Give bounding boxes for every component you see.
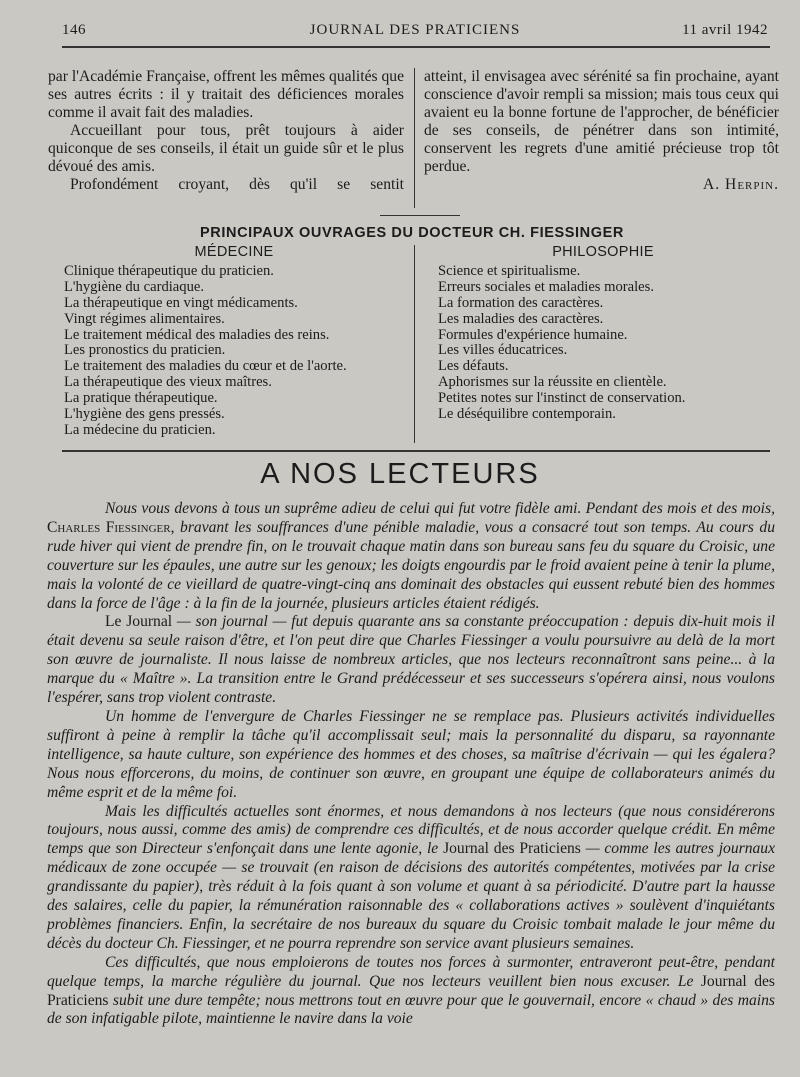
work-title-item: Formules d'expérience humaine.: [438, 326, 628, 343]
notice-paragraph: Le Journal — son journal — fut depuis quarante ans sa constante préoccupation : depuis dix-huit mois il était devenu sa seule raison d'être, et l'on peut dire que Charles Fiessinger a voulu poursuivre au delà de la mort son œuvre de journaliste. Il nous laisse de nombreux articles, que nos lecteurs reconnaîtront sans peine... à la marque du « Maître ». La transition entre le Grand prédécesseur et ses successeurs s'opérera ainsi, nous voulons l'espérer, sans trop violent contraste.: [47, 613, 775, 707]
medecine-list: [64, 264, 404, 439]
work-title-item: L'hygiène des gens pressés.: [64, 406, 225, 423]
obituary-paragraph: Profondément croyant, dès qu'il se sentit: [70, 176, 404, 193]
works-philosophie-column: [438, 245, 768, 423]
issue-date: 11 avril 1942: [682, 22, 768, 38]
header-rule: [62, 46, 770, 48]
work-title-item: Petites notes sur l'instinct de conservation.: [438, 390, 686, 407]
work-title-item: Vingt régimes alimentaires.: [64, 310, 225, 327]
work-title-item: La thérapeutique des vieux maîtres.: [64, 374, 272, 391]
work-title-item: Les maladies des caractères.: [438, 310, 604, 327]
work-title-item: La formation des caractères.: [438, 294, 604, 311]
obituary-right-column: [424, 68, 779, 194]
work-title-item: La pratique thérapeutique.: [64, 390, 218, 407]
running-head: [62, 22, 768, 42]
philosophie-list: [438, 264, 768, 423]
work-title-item: Le déséquilibre contemporain.: [438, 406, 616, 423]
philosophie-heading: PHILOSOPHIE: [552, 244, 654, 260]
column-divider: [414, 68, 415, 208]
signature: A. Herpin.: [702, 176, 779, 193]
work-title-item: Le traitement médical des maladies des reins.: [64, 326, 330, 343]
work-title-item: L'hygiène du cardiaque.: [64, 278, 204, 295]
journal-title: JOURNAL DES PRATICIENS: [309, 22, 521, 38]
short-rule: [380, 215, 460, 216]
work-title-item: Clinique thérapeutique du praticien.: [64, 262, 274, 279]
page-number: 146: [62, 22, 86, 38]
medecine-heading: MÉDECINE: [194, 244, 274, 260]
work-title-item: Aphorismes sur la réussite en clientèle.: [438, 374, 667, 391]
work-title-item: La médecine du praticien.: [64, 421, 216, 438]
works-title: PRINCIPAUX OUVRAGES DU DOCTEUR CH. FIESSINGER: [200, 225, 624, 241]
person-name: Charles Fiessinger,: [47, 518, 175, 536]
notice-title: A NOS LECTEURS: [260, 458, 540, 490]
column-divider: [414, 245, 415, 443]
work-title-item: Science et spiritualisme.: [438, 262, 581, 279]
notice-paragraph: Mais les difficultés actuelles sont énormes, et nous demandons à nos lecteurs (que nous considérerons toujours, nous aussi, comme des amis) de comprendre ces difficultés, et de nous accorder quelque crédit. En même temps que son Directeur s'enfonçait dans une lente agonie, le Journal des Praticiens — comme les autres journaux médicaux de zone occupée — se trouvait (en raison de décisions des autorités compétentes, motivées par la crise grandissante du papier), très réduit à la fois quant à son volume et quant à sa périodicité. D'autre part la hausse des salaires, celle du papier, la rémunération raisonnable des « collaborations actives » soulèvent d'inquiétants problèmes financiers. Enfin, la secrétaire de nos bureaux du square du Croisic tombait malade le jour même du décès du docteur Ch. Fiessinger, et ne pourra reprendre son service avant plusieurs semaines.: [47, 802, 776, 952]
section-rule: [62, 450, 770, 452]
work-title-item: La thérapeutique en vingt médicaments.: [64, 294, 298, 311]
notice-body: [47, 500, 775, 1029]
work-title-item: Erreurs sociales et maladies morales.: [438, 278, 654, 295]
notice-paragraph: Un homme de l'envergure de Charles Fiessinger ne se remplace pas. Plusieurs activités individuelles suffiront à peine à remplir la tâche qu'il accomplissait seul; mais la personnalité du disparu, sa rayonnante intelligence, sa haute culture, son expérience des hommes et des choses, sa maîtrise d'écrivain — qui les égalera? Nous nous efforcerons, du moins, de continuer son œuvre, en groupant une équipe de collaborateurs animés du même esprit et de la même foi.: [47, 707, 775, 801]
notice-paragraph: Nous vous devons à tous un suprême adieu de celui qui fut votre fidèle ami. Pendant des mois et des mois, Charles Fiessinger, bravant les souffrances d'une pénible maladie, vous a consacré tout son temps. Au cours du rude hiver qui vient de prendre fin, on le trouvait chaque matin dans son bureau sans feu du square du Croisic, une couverture sur les épaules, une autre sur les genoux; les doigts engourdis par le froid avaient peine à tenir la plume, mais la volonté de ce vieillard de quatre-vingt-cinq ans dominait des obstacles qui eussent rebuté bien des hommes dans la force de l'âge : à la fin de la journée, plusieurs articles étaient rédigés.: [47, 500, 775, 612]
obituary-paragraph: Accueillant pour tous, prêt toujours à aider quiconque de ses conseils, il était un guide sûr et le plus dévoué des amis.: [48, 122, 404, 175]
notice-paragraph: Ces difficultés, que nous emploierons de toutes nos forces à surmonter, entraveront peut-être, pendant quelque temps, la marche régulière du journal. Que nos lecteurs veuillent bien nous excuser. Le Journal des Praticiens subit une dure tempête; nous mettrons tout en œuvre pour que le gouvernail, encore « chaud » des mains de son infatigable pilote, maintienne le navire dans la voie: [47, 953, 775, 1028]
obituary-paragraph: atteint, il envisagea avec sérénité sa fin prochaine, ayant conscience d'avoir rempli sa mission; mais tous ceux qui avaient eu la bonne fortune de l'approcher, de bénéficier de ses conseils, de pénétrer dans son intimité, conservent les regrets d'une amitié précieuse trop tôt perdue.: [424, 68, 779, 175]
work-title-item: Les défauts.: [438, 358, 509, 375]
works-medecine-column: [64, 245, 404, 439]
obituary-left-column: [48, 68, 404, 194]
work-title-item: Le traitement des maladies du cœur et de l'aorte.: [64, 358, 347, 375]
work-title-item: Les pronostics du praticien.: [64, 342, 226, 359]
obituary-paragraph: par l'Académie Française, offrent les mêmes qualités que ses autres écrits : il y traitait des déficiences morales comme il avait fait des maladies.: [48, 68, 404, 121]
work-title-item: Les villes éducatrices.: [438, 342, 568, 359]
